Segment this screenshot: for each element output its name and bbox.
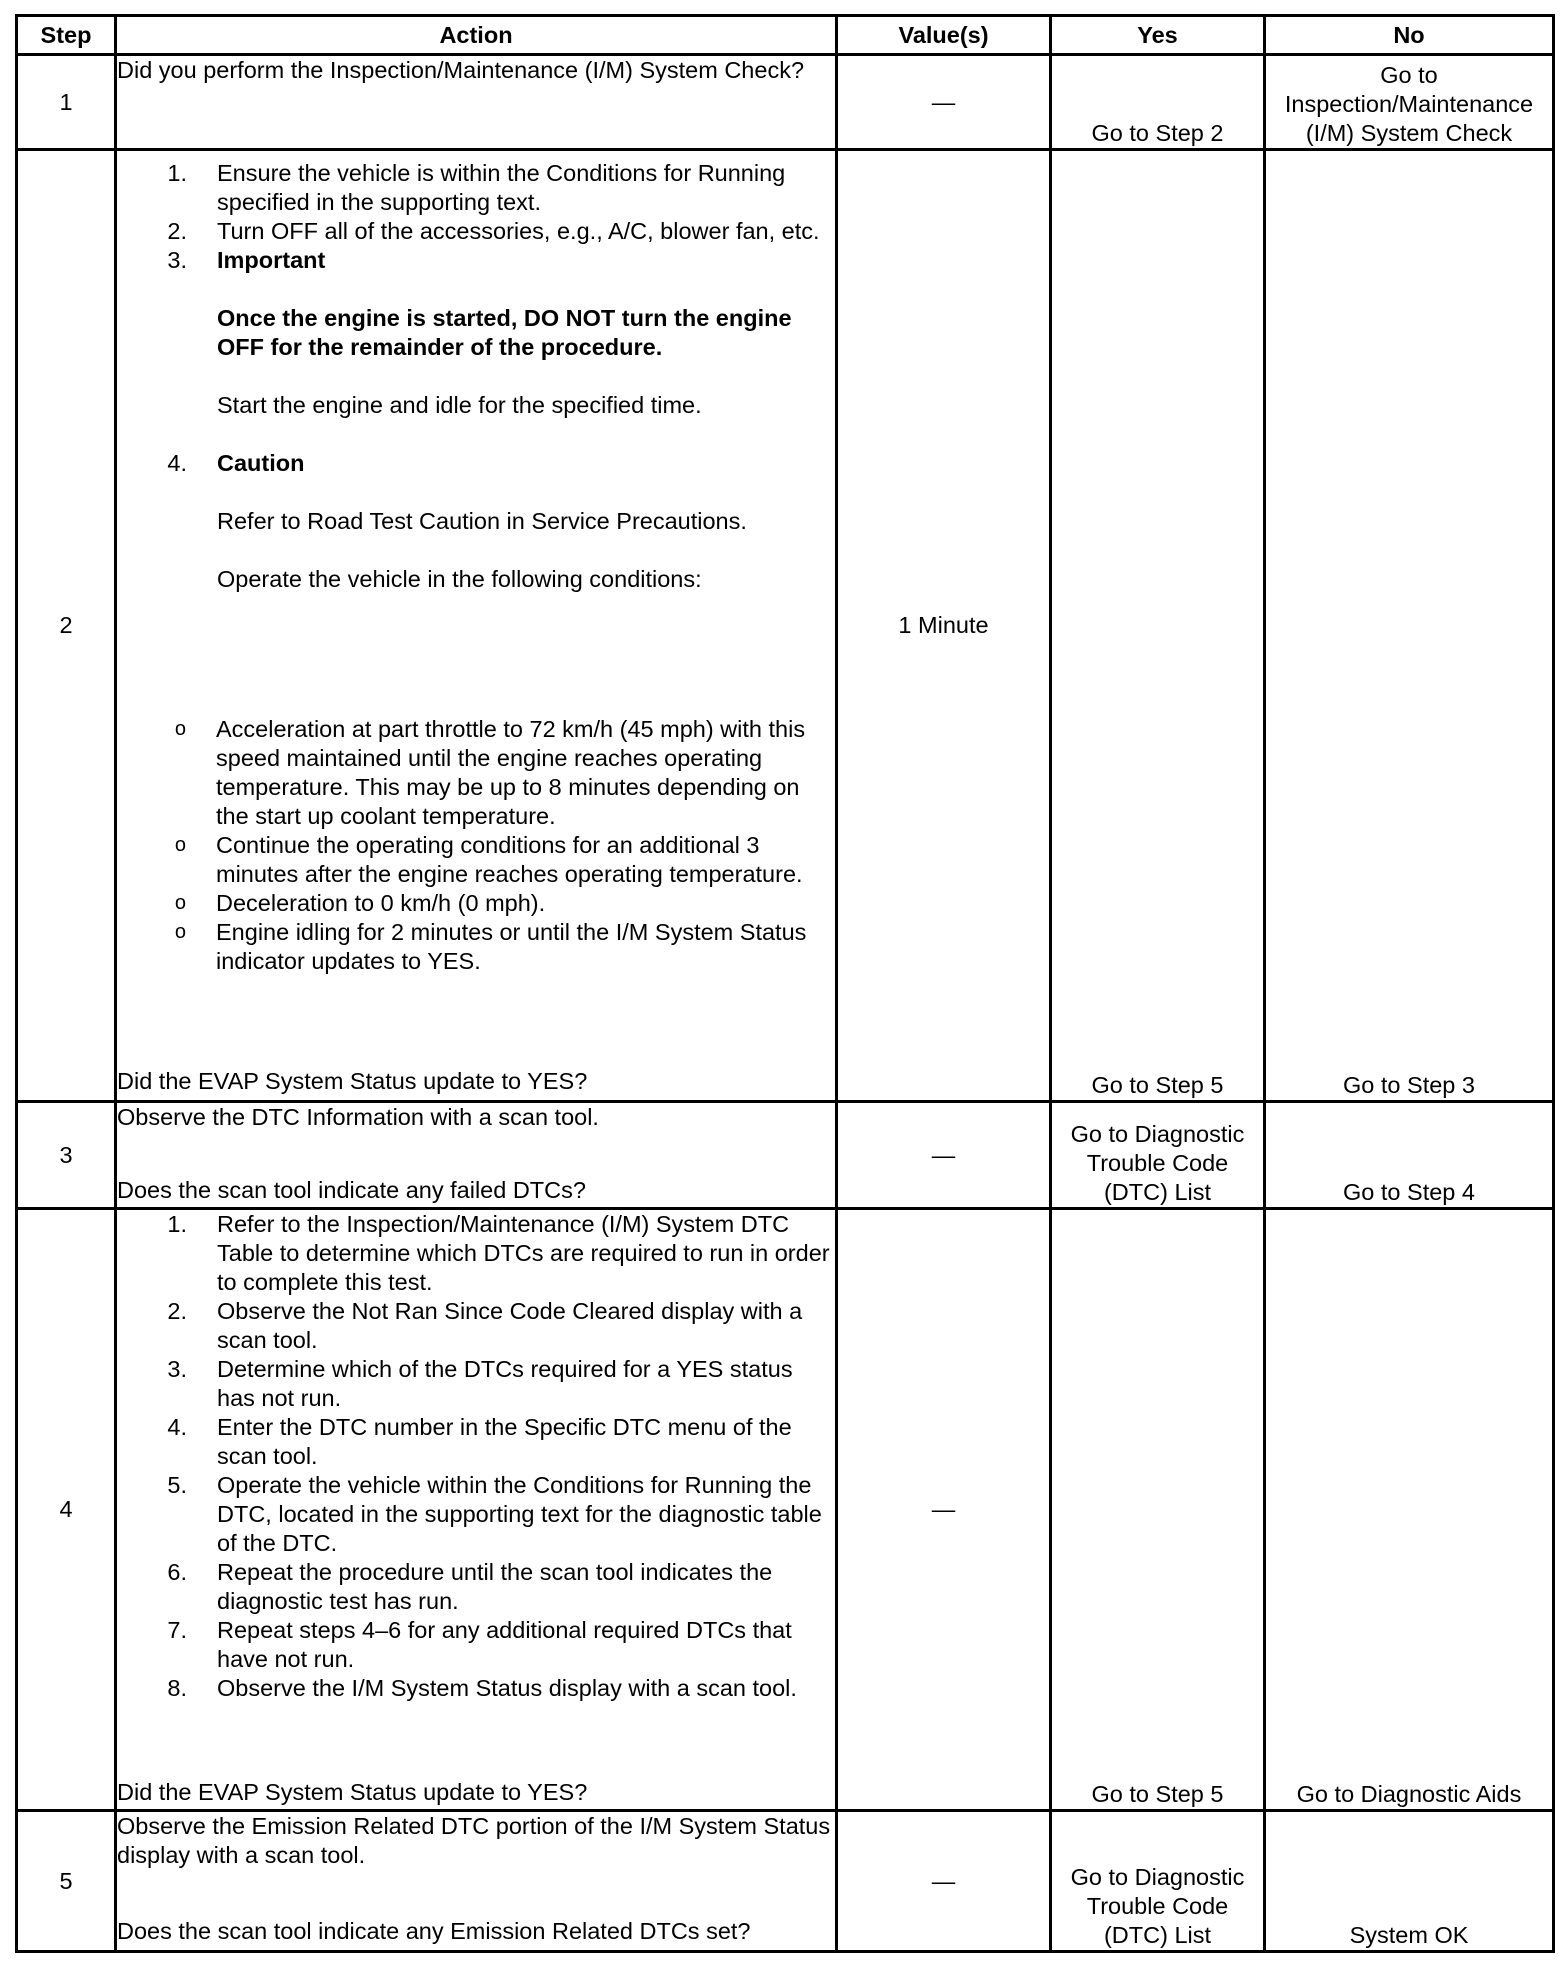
action-step-item <box>117 1674 835 1703</box>
header-values: Value(s) <box>837 16 1051 55</box>
conditions-list <box>117 715 835 976</box>
no-cell: Go to Step 3 <box>1265 150 1554 1102</box>
action-step-item <box>117 1355 835 1413</box>
condition-text: Engine idling for 2 minutes or until the I/M System Status indicator updates to YES. <box>216 918 807 974</box>
yes-cell: Go to Step 5 <box>1051 1209 1265 1811</box>
yes-cell: Go to Diagnostic Trouble Code (DTC) List <box>1051 1811 1265 1952</box>
condition-text: Continue the operating conditions for an additional 3 minutes after the engine reaches operating temperature. <box>216 831 803 887</box>
step-item-number: 7. <box>167 1617 187 1643</box>
action-step-item <box>117 1413 835 1471</box>
action-step-item <box>117 449 835 594</box>
condition-item <box>117 831 835 889</box>
step-number: 3 <box>17 1102 116 1209</box>
no-cell: System OK <box>1265 1811 1554 1952</box>
action-cell <box>116 55 837 150</box>
header-no: No <box>1265 16 1554 55</box>
bullet-icon: o <box>174 717 186 740</box>
bullet-icon: o <box>174 833 186 856</box>
diagnostic-table <box>15 14 1555 1953</box>
action-step-item <box>117 217 835 246</box>
value-cell: 1 Minute <box>837 150 1051 1102</box>
table-row <box>17 1102 1554 1209</box>
action-step-item <box>117 1297 835 1355</box>
important-label: Important <box>217 247 326 273</box>
condition-text: Acceleration at part throttle to 72 km/h (45 mph) with this speed maintained until the engine reaches operating temperature. This may be up to 8 minutes depending on the start up coolant temperature. <box>216 715 806 829</box>
bullet-icon: o <box>174 920 186 943</box>
step-item-text: Enter the DTC number in the Specific DTC menu of the scan tool. <box>217 1414 792 1469</box>
action-step-item <box>117 246 835 420</box>
caution-label: Caution <box>217 450 305 476</box>
step-item-text: Ensure the vehicle is within the Conditions for Running specified in the supporting text. <box>217 160 786 215</box>
action-steps-list <box>117 159 835 594</box>
yes-cell: Go to Diagnostic Trouble Code (DTC) List <box>1051 1102 1265 1209</box>
step-item-number: 4. <box>167 1414 187 1440</box>
no-cell: Go to Inspection/Maintenance (I/M) System Check <box>1265 55 1554 150</box>
action-text: Observe the Emission Related DTC portion of the I/M System Status display with a scan tool. <box>117 1813 831 1868</box>
value-cell: — <box>837 1209 1051 1811</box>
step-item-text: Observe the I/M System Status display with a scan tool. <box>217 1675 797 1701</box>
condition-text: Deceleration to 0 km/h (0 mph). <box>216 889 546 916</box>
action-cell <box>116 1811 837 1952</box>
action-text: Observe the DTC Information with a scan tool. <box>117 1104 599 1130</box>
step-number: 1 <box>17 55 116 150</box>
step-item-text: Refer to the Inspection/Maintenance (I/M) System DTC Table to determine which DTCs are required to run in order to complete this test. <box>217 1211 830 1295</box>
step-item-number: 3. <box>167 1356 187 1382</box>
table-row <box>17 55 1554 150</box>
bullet-icon: o <box>174 891 186 914</box>
step-item-number: 1. <box>167 160 187 186</box>
yes-cell: Go to Step 2 <box>1051 55 1265 150</box>
condition-item <box>117 918 835 976</box>
important-notice: Once the engine is started, DO NOT turn the engine OFF for the remainder of the procedure. <box>217 305 792 360</box>
no-cell: Go to Diagnostic Aids <box>1265 1209 1554 1811</box>
action-step-item <box>117 1210 835 1297</box>
header-yes: Yes <box>1051 16 1265 55</box>
action-cell <box>116 1102 837 1209</box>
step-item-number: 6. <box>167 1559 187 1585</box>
step-number: 4 <box>17 1209 116 1811</box>
condition-item <box>117 715 835 831</box>
step-item-number: 4. <box>167 450 187 476</box>
condition-item <box>117 889 835 918</box>
step-item-text: Start the engine and idle for the specified time. <box>217 392 702 418</box>
action-step-item <box>117 1558 835 1616</box>
action-question: Does the scan tool indicate any Emission Related DTCs set? <box>117 1918 751 1944</box>
step-item-text: Repeat the procedure until the scan tool indicates the diagnostic test has run. <box>217 1559 773 1614</box>
action-question: Did the EVAP System Status update to YES? <box>117 1779 588 1805</box>
step-item-text: Operate the vehicle within the Conditions for Running the DTC, located in the supporting text for the diagnostic table of the DTC. <box>217 1472 822 1556</box>
header-action: Action <box>116 16 837 55</box>
table-row <box>17 1811 1554 1952</box>
action-question: Does the scan tool indicate any failed DTCs? <box>117 1177 586 1203</box>
table-row <box>17 150 1554 1102</box>
action-step-item <box>117 1471 835 1558</box>
operate-instruction: Operate the vehicle in the following conditions: <box>217 566 702 592</box>
step-item-text: Determine which of the DTCs required for a YES status has not run. <box>217 1356 793 1411</box>
table-row <box>17 1209 1554 1811</box>
value-cell: — <box>837 1102 1051 1209</box>
value-cell: — <box>837 1811 1051 1952</box>
header-row <box>17 16 1554 55</box>
action-cell <box>116 150 837 1102</box>
header-step: Step <box>17 16 116 55</box>
value-cell: — <box>837 55 1051 150</box>
action-step-item <box>117 159 835 217</box>
step-item-number: 2. <box>167 218 187 244</box>
action-cell <box>116 1209 837 1811</box>
step-item-text: Turn OFF all of the accessories, e.g., A/C, blower fan, etc. <box>217 218 820 244</box>
step-item-number: 8. <box>167 1675 187 1701</box>
action-question: Did the EVAP System Status update to YES? <box>117 1068 588 1094</box>
action-step-item <box>117 1616 835 1674</box>
step-item-number: 2. <box>167 1298 187 1324</box>
step-item-text: Observe the Not Ran Since Code Cleared display with a scan tool. <box>217 1298 803 1353</box>
step-item-text: Repeat steps 4–6 for any additional required DTCs that have not run. <box>217 1617 792 1672</box>
action-steps-list <box>117 1210 835 1703</box>
step-item-number: 3. <box>167 247 187 273</box>
step-item-number: 5. <box>167 1472 187 1498</box>
yes-cell: Go to Step 5 <box>1051 150 1265 1102</box>
step-number: 5 <box>17 1811 116 1952</box>
action-text: Did you perform the Inspection/Maintenance (I/M) System Check? <box>117 57 805 83</box>
step-item-number: 1. <box>167 1211 187 1237</box>
caution-text: Refer to Road Test Caution in Service Precautions. <box>217 508 747 534</box>
step-number: 2 <box>17 150 116 1102</box>
no-cell: Go to Step 4 <box>1265 1102 1554 1209</box>
